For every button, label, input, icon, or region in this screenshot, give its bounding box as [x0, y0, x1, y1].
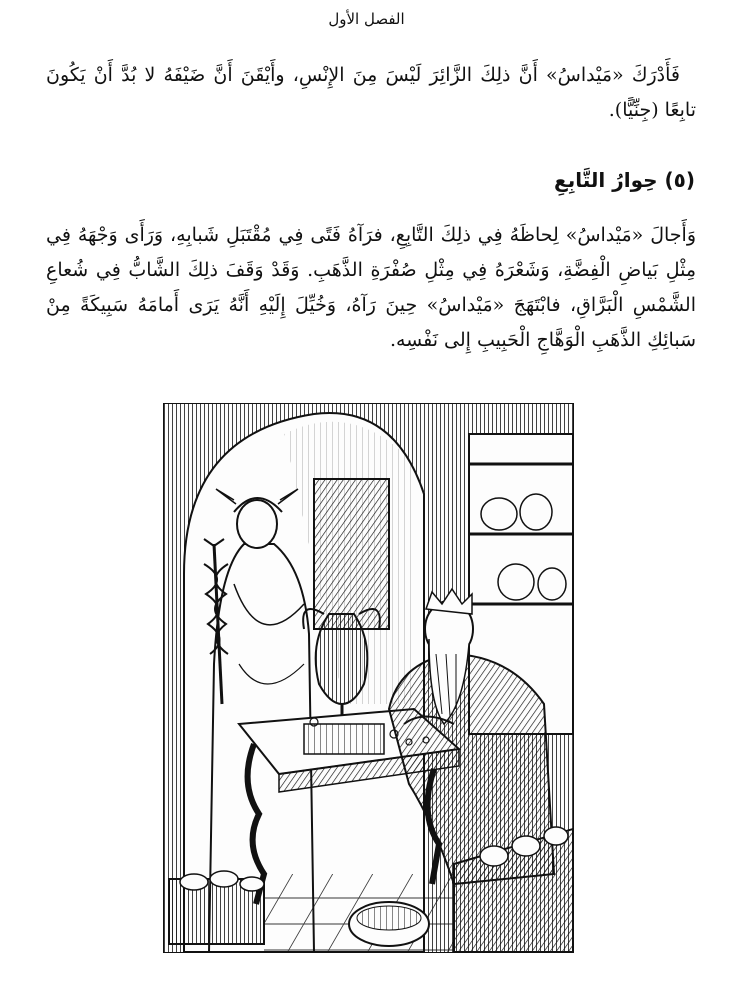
window-lattice [314, 479, 389, 629]
shelf-sack [520, 494, 552, 530]
paragraph-1: فَأَدْرَكَ «مَيْداسُ» أَنَّ ذلِكَ الزَّائِرَ لَيْسَ مِنَ الإِنْسِ، وأَيْقَنَ أَنَّ ضَيْفَهُ لا بُدَّ أَنْ يَكُونَ تابِعًا (جِنِّيًّا). [46, 64, 696, 121]
paragraph-2: وَأَجالَ «مَيْداسُ» لِحاظَهُ فِي ذلِكَ التَّابِعِ، فرَآهُ فَتًى فِي مُقْتَبَلِ شَبابِهِ، وَرَأَى وَجْهَهُ فِي مِثْلِ بَياضِ الْفِضَّةِ، وَشَعْرَهُ فِي مِثْلِ صُفْرَةِ الذَّهَبِ. وَقَدْ وَقَفَ ذلِكَ الشَّابُّ فِي شُعاعِ الشَّمْسِ الْبَرَّاقِ، فابْتَهَجَ «مَيْداسُ» حِينَ رَآهُ، وَخُيِّلَ إِلَيْهِ أَنَّهُ يَرَى أَمامَهُ سَبِيكَةً مِنْ سَبائِكِ الذَّهَبِ الْوَهَّاجِ الْحَبِيبِ إِلى نَفْسِه. [46, 224, 696, 351]
treasure-chest-left [169, 871, 264, 944]
chapter-running-header: الفصل الأول [328, 10, 405, 28]
section-heading: (٥) حِوارُ التَّابِعِ [554, 168, 695, 192]
shelf-sack [481, 498, 517, 530]
shelf-sack [498, 564, 534, 600]
midas-illustration [163, 403, 574, 953]
shelf-sack [538, 568, 566, 600]
engraving-svg [164, 404, 573, 952]
